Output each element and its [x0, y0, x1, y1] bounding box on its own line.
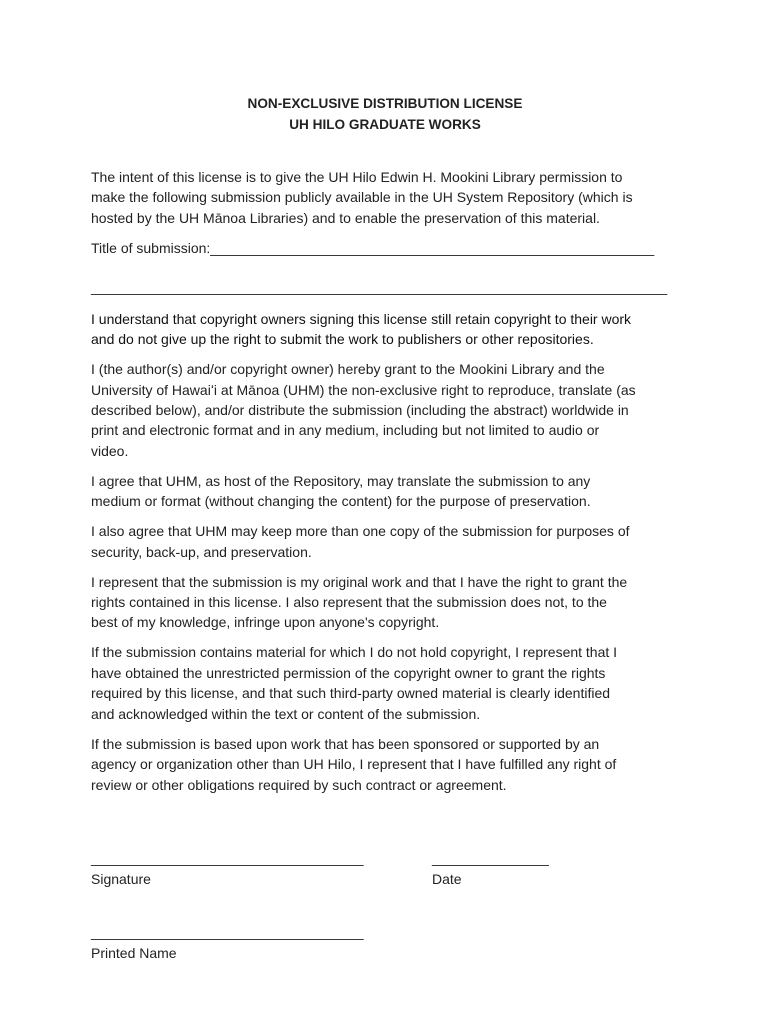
sponsored-paragraph: If the submission is based upon work that has been sponsored or supported by an agency or organization other than UH Hilo, I represent that I have fulfilled any right of review or other obligations required by such contract or agreement. — [91, 735, 617, 793]
license-body — [91, 167, 691, 805]
document-title — [0, 93, 770, 135]
title-of-submission-continuation[interactable]: __________________________________________________________________________ — [91, 278, 668, 295]
date-field[interactable] — [432, 848, 549, 889]
signature-date-row — [91, 848, 691, 908]
printed-name-line[interactable]: ___________________________________ — [91, 924, 364, 940]
intro-paragraph: The intent of this license is to give the UH Hilo Edwin H. Mookini Library permission to make the following submission publicly available in the UH System Repository (which is hosted by the UH Mānoa Libraries) and to enable the preservation of this material. — [91, 169, 633, 226]
original-work-paragraph: I represent that the submission is my original work and that I have the right to grant the rights contained in this license. I also represent that the submission does not, to the best of my knowledge, infringe upon anyone's copyright. — [91, 573, 628, 631]
printed-name-field[interactable] — [91, 922, 364, 963]
date-label: Date — [432, 871, 462, 887]
copyright-notice-paragraph: I understand that copyright owners signing this license still retain copyright to their work and do not give up the right to submit the work to publishers or other repositories. — [91, 310, 632, 348]
date-line[interactable]: _______________ — [432, 850, 549, 866]
grant-paragraph: I (the author(s) and/or copyright owner) hereby grant to the Mookini Library and the University of Hawaiʻi at Mānoa (UHM) the non-exclusive right to reproduce, translate (as described below), and/or distribute the submission (including the abstract) worldwide in print and electronic format and in any medium, including but not limited to audio or video. — [91, 361, 636, 459]
copies-paragraph: I also agree that UHM may keep more than one copy of the submission for purposes of security, back-up, and preservation. — [91, 523, 630, 560]
third-party-paragraph: If the submission contains material for which I do not hold copyright, I represent that I have obtained the unrestricted permission of the copyright owner to grant the rights required by this license, and that such third-party owned material is clearly identified and acknowledged within the text or content of the submission. — [91, 644, 618, 722]
signature-label: Signature — [91, 871, 151, 887]
title-line-2: UH HILO GRADUATE WORKS — [289, 117, 481, 132]
signature-field[interactable] — [91, 848, 364, 889]
printed-name-label: Printed Name — [91, 945, 177, 961]
signature-block — [91, 848, 691, 982]
printed-name-row — [91, 922, 691, 982]
translate-paragraph: I agree that UHM, as host of the Repository, may translate the submission to any medium or format (without changing the content) for the purpose of preservation. — [91, 472, 591, 510]
title-of-submission-field[interactable]: Title of submission:_________________________________________________________ — [91, 239, 655, 256]
title-line-1: NON-EXCLUSIVE DISTRIBUTION LICENSE — [247, 96, 523, 111]
signature-line[interactable]: ___________________________________ — [91, 850, 364, 866]
